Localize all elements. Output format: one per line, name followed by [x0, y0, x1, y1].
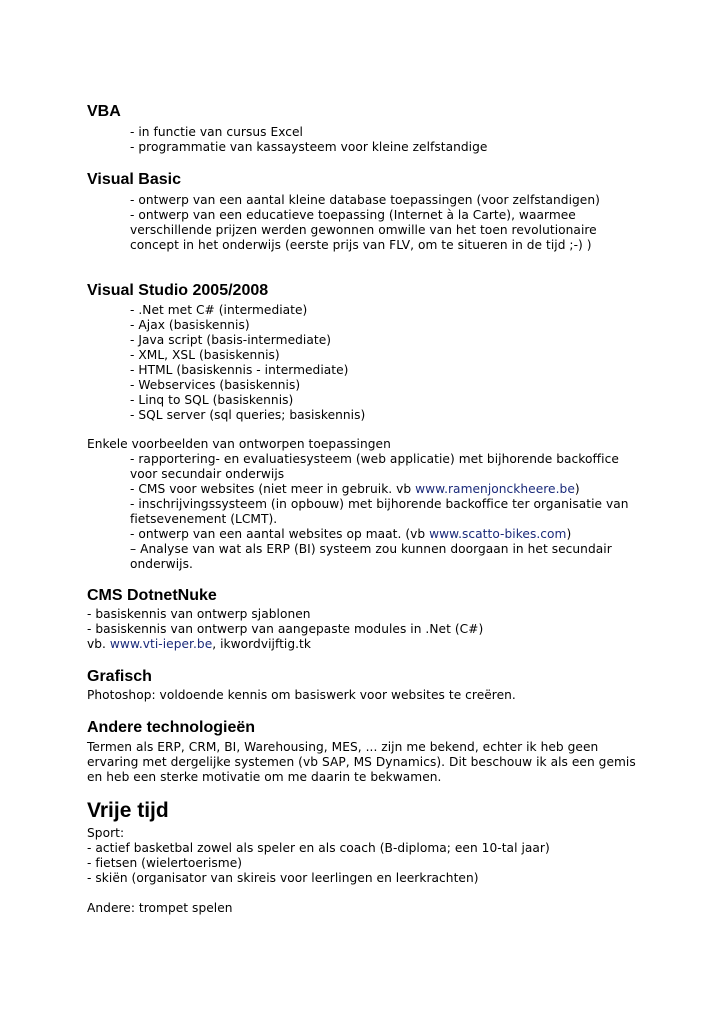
examples-line: - inschrijvingssysteem (in opbouw) met bijhorende backoffice ter organisatie van: [130, 497, 629, 511]
visual-studio-item: - Webservices (basiskennis): [130, 378, 301, 392]
heading-grafisch: Grafisch: [87, 668, 152, 685]
grafisch-line: Photoshop: voldoende kennis om basiswerk voor websites te creëren.: [87, 688, 516, 702]
link-ramenjonckheere[interactable]: www.ramenjonckheere.be: [415, 482, 575, 496]
heading-andere-technologieen: Andere technologieën: [87, 719, 256, 736]
examples-line: onderwijs.: [130, 557, 193, 571]
visual-studio-item: - .Net met C# (intermediate): [130, 303, 308, 317]
visual-basic-line: concept in het onderwijs (eerste prijs van FLV, om te situeren in de tijd ;-) ): [130, 238, 592, 252]
examples-line: fietsevenement (LCMT).: [130, 512, 278, 526]
vrije-tijd-line: - skiën (organisator van skireis voor leerlingen en leerkrachten): [87, 871, 479, 885]
heading-cms-dotnetnuke: CMS DotnetNuke: [87, 587, 217, 604]
cms-vb-rest: , ikwordvijftig.tk: [212, 637, 311, 651]
examples-websites-close: ): [566, 527, 572, 541]
andere-tech-line: ervaring met dergelijke systemen (vb SAP, MS Dynamics). Dit beschouw ik als een gemis: [87, 755, 636, 769]
cms-line: - basiskennis van ontwerp van aangepaste modules in .Net (C#): [87, 622, 484, 636]
visual-studio-item: - Ajax (basiskennis): [130, 318, 250, 332]
heading-vrije-tijd: Vrije tijd: [87, 799, 169, 822]
examples-cms-close: ): [574, 482, 580, 496]
andere-tech-line: Termen als ERP, CRM, BI, Warehousing, MES, ... zijn me bekend, echter ik heb geen: [87, 740, 599, 754]
heading-vba: VBA: [87, 103, 121, 120]
examples-websites-text: - ontwerp van een aantal websites op maat. (vb: [130, 527, 430, 541]
cms-line: - basiskennis van ontwerp sjablonen: [87, 607, 311, 621]
visual-studio-item: - Linq to SQL (basiskennis): [130, 393, 294, 407]
examples-line: [130, 482, 580, 497]
visual-studio-item: - XML, XSL (basiskennis): [130, 348, 280, 362]
visual-basic-line: - ontwerp van een educatieve toepassing (Internet à la Carte), waarmee: [130, 208, 576, 222]
cms-vb-text: vb.: [87, 637, 110, 651]
examples-line: voor secundair onderwijs: [130, 467, 285, 481]
heading-visual-basic: Visual Basic: [87, 171, 181, 188]
visual-studio-item: - Java script (basis-intermediate): [130, 333, 332, 347]
vrije-tijd-line: - actief basketbal zowel als speler en als coach (B-diploma; een 10-tal jaar): [87, 841, 550, 855]
vba-item: - programmatie van kassaysteem voor kleine zelfstandige: [130, 140, 488, 154]
examples-line: [130, 527, 571, 542]
andere-tech-line: en heb een sterke motivatie om me daarin te bekwamen.: [87, 770, 442, 784]
link-vti-ieper[interactable]: www.vti-ieper.be: [109, 637, 213, 651]
vrije-tijd-line: Sport:: [87, 826, 125, 840]
vba-item: - in functie van cursus Excel: [130, 125, 303, 139]
examples-line: – Analyse van wat als ERP (BI) systeem zou kunnen doorgaan in het secundair: [130, 542, 612, 556]
examples-line: - rapportering- en evaluatiesysteem (web applicatie) met bijhorende backoffice: [130, 452, 619, 466]
visual-basic-line: - ontwerp van een aantal kleine database toepassingen (voor zelfstandigen): [130, 193, 600, 207]
link-scatto-bikes[interactable]: www.scatto-bikes.com: [429, 527, 567, 541]
vrije-tijd-line: - fietsen (wielertoerisme): [87, 856, 243, 870]
cms-line: [87, 637, 311, 652]
examples-intro: Enkele voorbeelden van ontworpen toepassingen: [87, 437, 391, 451]
visual-studio-item: - SQL server (sql queries; basiskennis): [130, 408, 366, 422]
heading-visual-studio: Visual Studio 2005/2008: [87, 282, 269, 299]
visual-basic-line: verschillende prijzen werden gewonnen omwille van het toen revolutionaire: [130, 223, 597, 237]
examples-cms-text: - CMS voor websites (niet meer in gebruik. vb: [130, 482, 416, 496]
visual-studio-item: - HTML (basiskennis - intermediate): [130, 363, 349, 377]
vrije-tijd-andere: Andere: trompet spelen: [87, 901, 233, 915]
